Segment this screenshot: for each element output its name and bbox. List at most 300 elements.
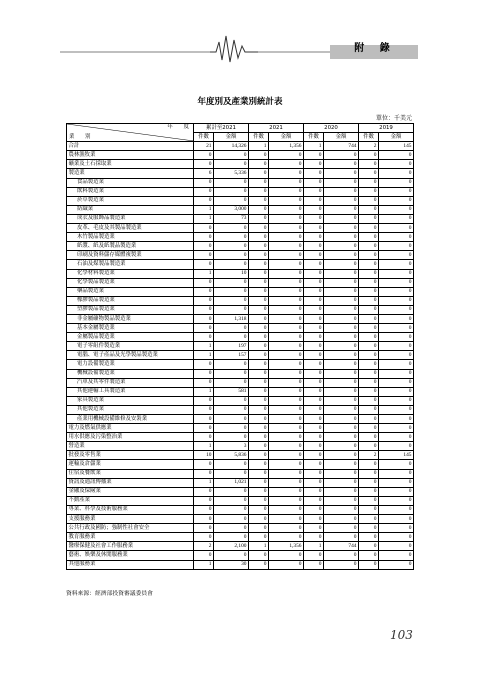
amount-cell: 0 (324, 214, 359, 223)
count-cell: 0 (249, 524, 269, 533)
corner-cell (67, 124, 194, 142)
amount-cell: 0 (269, 351, 304, 360)
count-cell: 1 (194, 478, 214, 487)
amount-cell: 0 (324, 224, 359, 233)
count-cell: 0 (304, 269, 324, 278)
amount-cell: 0 (269, 478, 304, 487)
count-cell: 0 (359, 196, 379, 205)
amount-cell: 0 (324, 287, 359, 296)
amount-cell: 0 (324, 460, 359, 469)
amount-cell: 0 (214, 524, 249, 533)
count-cell: 0 (249, 187, 269, 196)
table-row (67, 205, 414, 214)
count-cell: 0 (249, 487, 269, 496)
amount-cell: 0 (269, 424, 304, 433)
amount-cell: 0 (324, 442, 359, 451)
count-cell: 0 (359, 542, 379, 551)
count-cell: 1 (194, 387, 214, 396)
amount-cell: 744 (324, 542, 359, 551)
table-row (67, 260, 414, 269)
amount-cell: 0 (324, 169, 359, 178)
amount-cell: 0 (214, 515, 249, 524)
count-cell: 0 (249, 396, 269, 405)
count-cell: 0 (359, 424, 379, 433)
amount-cell: 1,356 (269, 142, 304, 151)
count-header: 件數 (304, 133, 324, 142)
amount-cell: 0 (214, 305, 249, 314)
amount-cell: 0 (214, 533, 249, 542)
count-cell: 0 (359, 242, 379, 251)
count-cell: 0 (249, 387, 269, 396)
count-cell: 0 (194, 533, 214, 542)
amount-cell: 0 (214, 460, 249, 469)
count-cell: 0 (249, 269, 269, 278)
count-cell: 0 (249, 560, 269, 569)
amount-cell: 0 (379, 187, 414, 196)
table-row (67, 469, 414, 478)
count-cell: 0 (304, 415, 324, 424)
page-number: 103 (390, 628, 413, 642)
count-cell: 0 (249, 378, 269, 387)
amount-cell: 0 (379, 487, 414, 496)
count-cell: 0 (304, 296, 324, 305)
industry-label: 農林漁牧業 (67, 151, 194, 160)
year-header: 2021 (249, 124, 304, 133)
industry-label: 其他服務業 (67, 560, 194, 569)
count-cell: 0 (304, 151, 324, 160)
amount-cell: 0 (269, 196, 304, 205)
count-cell: 0 (359, 515, 379, 524)
count-cell: 0 (359, 278, 379, 287)
amount-cell: 3 (214, 442, 249, 451)
amount-cell: 0 (379, 269, 414, 278)
count-cell: 0 (359, 496, 379, 505)
industry-label: 電子零組件製造業 (67, 342, 194, 351)
amount-cell: 0 (214, 415, 249, 424)
table-row (67, 542, 414, 551)
count-cell: 0 (304, 396, 324, 405)
amount-cell: 0 (269, 533, 304, 542)
amount-cell: 0 (379, 496, 414, 505)
count-cell: 0 (304, 451, 324, 460)
industry-label: 木竹製品製造業 (67, 233, 194, 242)
amount-cell: 0 (269, 169, 304, 178)
table-title: 年度別及產業別統計表 (197, 97, 283, 107)
corner-industry-label: 業 別 (69, 134, 91, 141)
count-cell: 0 (249, 287, 269, 296)
count-cell: 0 (194, 224, 214, 233)
amount-cell: 0 (379, 196, 414, 205)
amount-cell: 581 (214, 387, 249, 396)
amount-cell: 0 (324, 160, 359, 169)
amount-cell: 0 (324, 524, 359, 533)
amount-cell: 0 (379, 460, 414, 469)
count-cell: 2 (359, 451, 379, 460)
count-cell: 2 (194, 542, 214, 551)
amount-cell: 0 (324, 233, 359, 242)
count-cell: 0 (304, 324, 324, 333)
statistics-table (66, 123, 414, 570)
count-cell: 0 (359, 351, 379, 360)
count-cell: 0 (304, 496, 324, 505)
count-cell: 0 (359, 224, 379, 233)
year-header: 累計至2021 (194, 124, 249, 133)
amount-cell: 0 (379, 378, 414, 387)
industry-label: 紙漿、紙及紙製品製造業 (67, 242, 194, 251)
count-cell: 0 (249, 251, 269, 260)
amount-cell: 0 (379, 305, 414, 314)
amount-cell: 0 (379, 478, 414, 487)
count-cell: 0 (304, 433, 324, 442)
count-cell: 0 (359, 396, 379, 405)
industry-label: 金屬製品製造業 (67, 333, 194, 342)
count-cell: 0 (304, 178, 324, 187)
count-cell: 0 (304, 533, 324, 542)
count-cell: 6 (194, 169, 214, 178)
count-cell: 0 (194, 324, 214, 333)
header-ornament (0, 0, 480, 70)
count-cell: 0 (304, 278, 324, 287)
amount-cell: 0 (214, 378, 249, 387)
amount-cell: 5,336 (214, 169, 249, 178)
year-header: 2019 (359, 124, 414, 133)
industry-label: 不動產業 (67, 496, 194, 505)
count-cell: 0 (194, 469, 214, 478)
amount-cell: 1,356 (269, 542, 304, 551)
amount-cell: 0 (269, 396, 304, 405)
count-cell: 0 (304, 487, 324, 496)
industry-label: 產業用機械設備維修及安裝業 (67, 415, 194, 424)
count-cell: 0 (304, 351, 324, 360)
count-cell: 1 (194, 342, 214, 351)
table-row (67, 433, 414, 442)
count-cell: 0 (249, 360, 269, 369)
count-cell: 0 (249, 460, 269, 469)
count-cell: 0 (249, 160, 269, 169)
table-row (67, 278, 414, 287)
table-row (67, 378, 414, 387)
count-header: 件數 (359, 133, 379, 142)
count-cell: 0 (359, 314, 379, 323)
industry-label: 基本金屬製造業 (67, 324, 194, 333)
year-header: 2020 (304, 124, 359, 133)
count-cell: 0 (249, 178, 269, 187)
amount-cell: 2,100 (214, 542, 249, 551)
amount-cell: 0 (379, 233, 414, 242)
table-row (67, 142, 414, 151)
count-cell: 0 (304, 205, 324, 214)
count-cell: 0 (194, 524, 214, 533)
amount-cell: 0 (379, 442, 414, 451)
table-row (67, 369, 414, 378)
industry-label: 汽車及其零件製造業 (67, 378, 194, 387)
table-row (67, 214, 414, 223)
amount-cell: 0 (269, 251, 304, 260)
industry-label: 用水供應及污染整治業 (67, 433, 194, 442)
amount-cell: 0 (324, 369, 359, 378)
count-cell: 0 (249, 496, 269, 505)
amount-cell: 0 (324, 324, 359, 333)
amount-cell: 0 (214, 487, 249, 496)
count-cell: 0 (249, 224, 269, 233)
count-cell: 0 (359, 269, 379, 278)
amount-cell: 0 (269, 378, 304, 387)
amount-cell: 0 (269, 160, 304, 169)
count-cell: 0 (249, 433, 269, 442)
count-cell: 1 (304, 542, 324, 551)
industry-label: 化學製品製造業 (67, 278, 194, 287)
amount-cell: 0 (269, 405, 304, 414)
count-cell: 0 (304, 442, 324, 451)
count-cell: 0 (304, 387, 324, 396)
amount-cell: 0 (324, 351, 359, 360)
amount-cell: 0 (324, 205, 359, 214)
count-cell: 1 (194, 560, 214, 569)
amount-cell: 0 (269, 314, 304, 323)
amount-cell: 0 (379, 333, 414, 342)
amount-cell: 0 (214, 251, 249, 260)
count-cell: 0 (359, 324, 379, 333)
table-row (67, 533, 414, 542)
amount-cell: 0 (269, 233, 304, 242)
count-cell: 1 (249, 142, 269, 151)
industry-label: 資訊及通訊傳播業 (67, 478, 194, 487)
table-row (67, 415, 414, 424)
amount-cell: 0 (269, 360, 304, 369)
count-cell: 0 (304, 305, 324, 314)
table-row (67, 351, 414, 360)
table-row (67, 314, 414, 323)
amount-cell: 0 (269, 469, 304, 478)
count-cell: 0 (304, 169, 324, 178)
amount-cell: 0 (379, 396, 414, 405)
table-row (67, 305, 414, 314)
count-cell: 0 (359, 305, 379, 314)
count-cell: 0 (304, 333, 324, 342)
table-row (67, 169, 414, 178)
count-header: 件數 (249, 133, 269, 142)
count-cell: 0 (194, 369, 214, 378)
industry-label: 其他運輸工具製造業 (67, 387, 194, 396)
count-cell: 0 (304, 460, 324, 469)
amount-cell: 0 (269, 415, 304, 424)
count-cell: 0 (249, 233, 269, 242)
count-cell: 0 (359, 524, 379, 533)
count-cell: 0 (359, 405, 379, 414)
amount-cell: 0 (214, 287, 249, 296)
count-cell: 0 (194, 196, 214, 205)
count-cell: 0 (249, 214, 269, 223)
table-row (67, 560, 414, 569)
amount-cell: 0 (269, 560, 304, 569)
amount-cell: 1,318 (214, 314, 249, 323)
count-cell: 0 (304, 287, 324, 296)
amount-cell: 0 (269, 433, 304, 442)
industry-label: 醫療保健及社會工作服務業 (67, 542, 194, 551)
count-header: 件數 (194, 133, 214, 142)
industry-label: 其他製造業 (67, 405, 194, 414)
amount-cell: 0 (379, 260, 414, 269)
industry-label: 公共行政及國防；強制性社會安全 (67, 524, 194, 533)
amount-cell: 0 (214, 324, 249, 333)
amount-cell: 0 (379, 324, 414, 333)
corner-year-label: 年 度 (167, 124, 189, 130)
count-cell: 0 (249, 305, 269, 314)
count-cell: 0 (359, 233, 379, 242)
count-cell: 0 (249, 342, 269, 351)
amount-cell: 0 (324, 278, 359, 287)
industry-label: 橡膠製品製造業 (67, 296, 194, 305)
count-cell: 0 (304, 515, 324, 524)
amount-cell: 0 (324, 151, 359, 160)
amount-cell: 0 (324, 496, 359, 505)
amount-cell: 0 (379, 287, 414, 296)
count-cell: 10 (194, 451, 214, 460)
amount-cell: 0 (214, 424, 249, 433)
count-cell: 0 (194, 405, 214, 414)
count-cell: 0 (359, 460, 379, 469)
amount-cell: 0 (379, 205, 414, 214)
amount-cell: 0 (379, 160, 414, 169)
table-row (67, 460, 414, 469)
amount-cell: 0 (324, 560, 359, 569)
count-cell: 1 (304, 142, 324, 151)
table-row (67, 505, 414, 514)
count-cell: 0 (194, 333, 214, 342)
amount-cell: 73 (214, 214, 249, 223)
count-cell: 0 (194, 424, 214, 433)
amount-cell: 0 (214, 242, 249, 251)
count-cell: 0 (359, 487, 379, 496)
amount-cell: 0 (379, 533, 414, 542)
amount-cell: 0 (269, 242, 304, 251)
count-cell: 0 (359, 251, 379, 260)
industry-label: 電力及燃氣供應業 (67, 424, 194, 433)
industry-label: 非金屬礦物製品製造業 (67, 314, 194, 323)
count-cell: 0 (194, 251, 214, 260)
amount-cell: 0 (379, 314, 414, 323)
amount-cell: 0 (214, 278, 249, 287)
table-row (67, 396, 414, 405)
industry-label: 電力設備製造業 (67, 360, 194, 369)
count-cell: 0 (359, 178, 379, 187)
count-cell: 0 (304, 314, 324, 323)
table-row (67, 160, 414, 169)
count-cell: 0 (249, 469, 269, 478)
amount-cell: 0 (379, 342, 414, 351)
count-cell: 0 (359, 533, 379, 542)
industry-label: 皮革、毛皮及其製品製造業 (67, 224, 194, 233)
amount-cell: 0 (269, 460, 304, 469)
count-cell: 0 (249, 296, 269, 305)
amount-cell: 0 (379, 369, 414, 378)
industry-label: 製造業 (67, 169, 194, 178)
amount-cell: 0 (379, 433, 414, 442)
page-header (0, 0, 480, 70)
count-cell: 0 (359, 360, 379, 369)
count-cell: 0 (359, 551, 379, 560)
count-cell: 1 (194, 205, 214, 214)
amount-cell: 0 (324, 333, 359, 342)
amount-cell: 0 (379, 278, 414, 287)
amount-cell: 0 (379, 224, 414, 233)
count-cell: 0 (359, 378, 379, 387)
amount-cell: 145 (379, 451, 414, 460)
amount-cell: 0 (269, 224, 304, 233)
amount-cell: 0 (379, 169, 414, 178)
amount-cell: 0 (269, 442, 304, 451)
count-cell: 0 (304, 560, 324, 569)
amount-cell: 0 (269, 205, 304, 214)
count-cell: 0 (194, 551, 214, 560)
count-cell: 0 (359, 260, 379, 269)
amount-cell: 0 (214, 433, 249, 442)
count-cell: 0 (304, 424, 324, 433)
amount-cell: 0 (379, 387, 414, 396)
table-row (67, 324, 414, 333)
count-cell: 0 (194, 178, 214, 187)
industry-label: 合計 (67, 142, 194, 151)
count-cell: 0 (304, 378, 324, 387)
count-cell: 0 (359, 160, 379, 169)
amount-cell: 0 (324, 451, 359, 460)
industry-label: 食品製造業 (67, 178, 194, 187)
industry-label: 礦業及土石採取業 (67, 160, 194, 169)
industry-label: 批發及零售業 (67, 451, 194, 460)
amount-cell: 0 (379, 151, 414, 160)
table-row (67, 524, 414, 533)
amount-cell: 0 (324, 251, 359, 260)
count-cell: 0 (359, 151, 379, 160)
industry-label: 金融及保險業 (67, 487, 194, 496)
amount-cell: 197 (214, 342, 249, 351)
count-cell: 0 (304, 469, 324, 478)
table-row (67, 515, 414, 524)
amount-cell: 5,836 (214, 451, 249, 460)
amount-cell: 0 (324, 415, 359, 424)
table-row (67, 242, 414, 251)
amount-cell: 0 (324, 360, 359, 369)
count-cell: 0 (359, 342, 379, 351)
amount-cell: 0 (324, 314, 359, 323)
count-cell: 0 (194, 487, 214, 496)
amount-cell: 0 (324, 487, 359, 496)
industry-label: 家具製造業 (67, 396, 194, 405)
count-cell: 0 (249, 442, 269, 451)
industry-label: 紡織業 (67, 205, 194, 214)
industry-label: 機械設備製造業 (67, 369, 194, 378)
count-cell: 0 (304, 524, 324, 533)
amount-cell: 0 (379, 214, 414, 223)
count-cell: 0 (249, 151, 269, 160)
amount-cell: 0 (214, 360, 249, 369)
count-cell: 0 (304, 505, 324, 514)
amount-cell: 0 (214, 260, 249, 269)
table-row (67, 196, 414, 205)
amount-cell: 0 (214, 224, 249, 233)
amount-cell: 0 (214, 187, 249, 196)
amount-header: 金額 (269, 133, 304, 142)
count-cell: 0 (304, 242, 324, 251)
industry-label: 專業、科學及技術服務業 (67, 505, 194, 514)
amount-cell: 0 (324, 378, 359, 387)
amount-cell: 0 (269, 524, 304, 533)
amount-cell: 0 (269, 369, 304, 378)
amount-cell: 0 (269, 505, 304, 514)
amount-cell: 0 (379, 542, 414, 551)
count-cell: 0 (359, 296, 379, 305)
count-cell: 0 (304, 369, 324, 378)
